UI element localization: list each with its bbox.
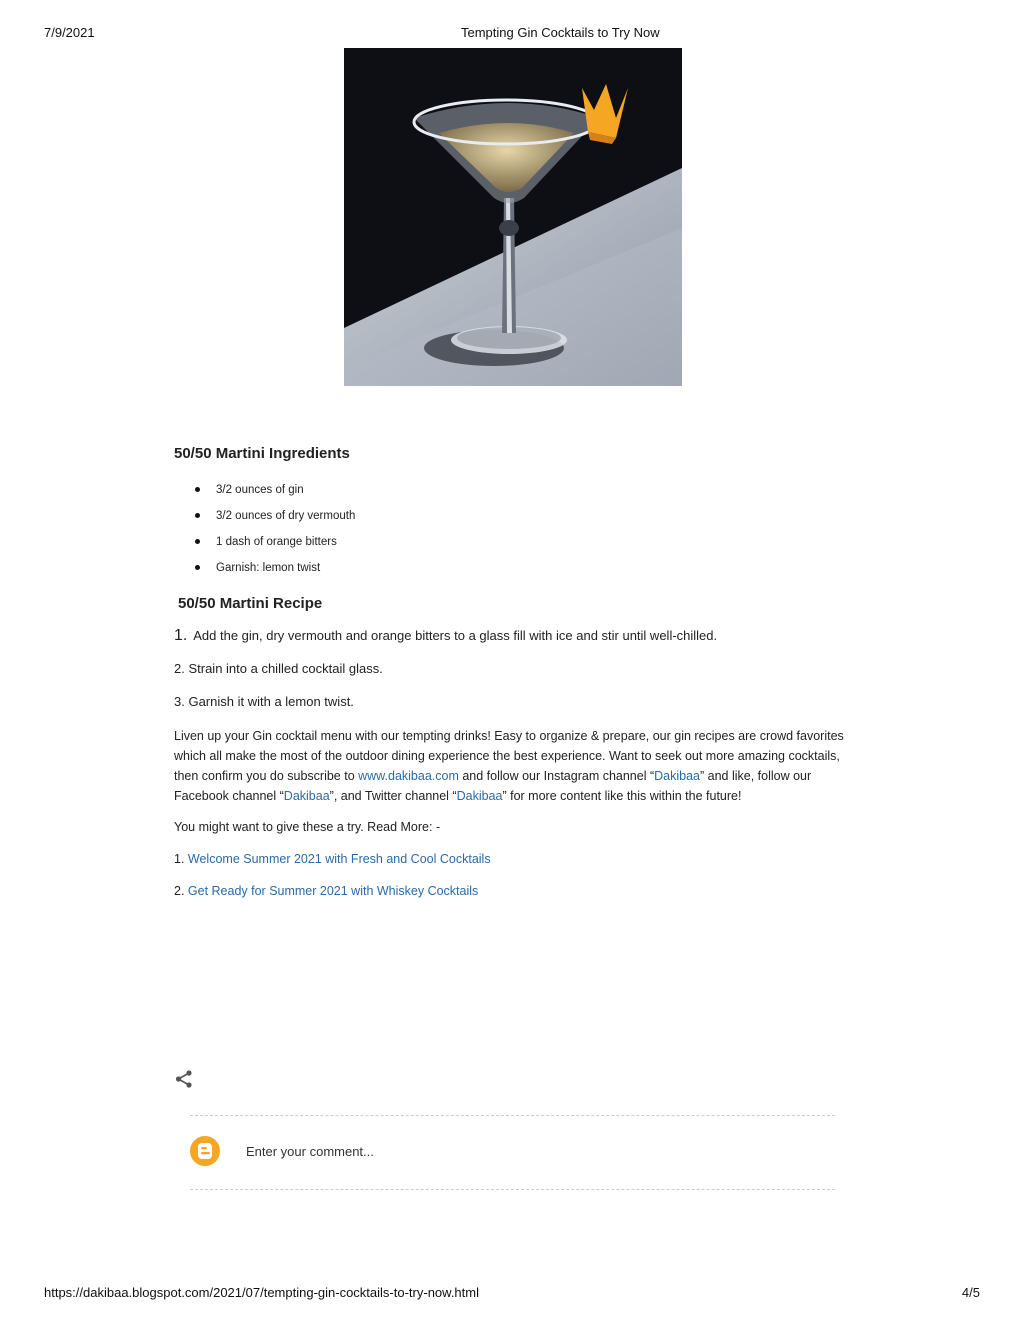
related-number: 2. bbox=[174, 884, 188, 898]
promo-text: ” for more content like this within the future! bbox=[502, 789, 742, 803]
dakibaa-site-link[interactable]: www.dakibaa.com bbox=[358, 769, 459, 783]
step-text: Garnish it with a lemon twist. bbox=[188, 694, 354, 709]
list-item bbox=[174, 534, 355, 560]
promo-text: Liven up your Gin cocktail menu with our tempting drinks! Easy to organize & prepare, our gin recipes are crowd favorites which all make the most of the outdoor dining experience the best experience. Want to seek out more amazing cocktails, then confirm you do subscribe to bbox=[174, 729, 844, 783]
print-date: 7/9/2021 bbox=[44, 25, 95, 40]
step-number: 1. bbox=[174, 627, 188, 644]
ingredient-text: 1 dash of orange bitters bbox=[216, 536, 337, 548]
comment-box[interactable] bbox=[190, 1136, 835, 1168]
comment-divider bbox=[190, 1189, 835, 1190]
comment-input[interactable]: Enter your comment... bbox=[246, 1144, 374, 1159]
bullet-icon bbox=[195, 565, 200, 570]
related-number: 1. bbox=[174, 852, 188, 866]
step-number: 2. bbox=[174, 661, 185, 676]
recipe-step bbox=[174, 693, 354, 711]
promo-text: ”, and Twitter channel “ bbox=[329, 789, 457, 803]
ingredients-heading: 50/50 Martini Ingredients bbox=[174, 445, 350, 462]
step-number: 3. bbox=[174, 694, 185, 709]
ingredient-text: 3/2 ounces of gin bbox=[216, 484, 304, 496]
print-url: https://dakibaa.blogspot.com/2021/07/tempting-gin-cocktails-to-try-now.html bbox=[44, 1285, 479, 1300]
print-page-title: Tempting Gin Cocktails to Try Now bbox=[461, 25, 660, 40]
twitter-link[interactable]: Dakibaa bbox=[456, 789, 503, 803]
promo-text: and follow our Instagram channel “ bbox=[458, 769, 655, 783]
promo-text: ” and like, follow our Facebook channel “ bbox=[174, 769, 812, 803]
blogger-icon bbox=[190, 1136, 220, 1166]
print-page-number: 4/5 bbox=[961, 1285, 980, 1300]
step-text: Strain into a chilled cocktail glass. bbox=[188, 661, 383, 676]
ingredient-text: Garnish: lemon twist bbox=[216, 562, 321, 574]
list-item bbox=[174, 508, 355, 534]
read-more-text: You might want to give these a try. Read More: - bbox=[174, 820, 441, 834]
bullet-icon bbox=[195, 513, 200, 518]
share-icon[interactable] bbox=[174, 1069, 194, 1089]
recipe-step bbox=[174, 627, 717, 645]
step-text: Add the gin, dry vermouth and orange bitters to a glass fill with ice and stir until well-chilled. bbox=[193, 628, 718, 643]
bullet-icon bbox=[195, 487, 200, 492]
comment-divider bbox=[190, 1115, 835, 1116]
instagram-link[interactable]: Dakibaa bbox=[654, 769, 700, 783]
bullet-icon bbox=[195, 539, 200, 544]
list-item bbox=[174, 482, 355, 508]
promo-paragraph bbox=[174, 726, 864, 806]
ingredient-text: 3/2 ounces of dry vermouth bbox=[216, 510, 356, 522]
ingredients-list bbox=[174, 482, 355, 586]
recipe-heading: 50/50 Martini Recipe bbox=[178, 595, 323, 612]
recipe-step bbox=[174, 660, 383, 678]
related-post bbox=[174, 852, 491, 866]
martini-photo bbox=[344, 48, 682, 386]
related-post bbox=[174, 884, 478, 898]
related-post-link[interactable]: Welcome Summer 2021 with Fresh and Cool Cocktails bbox=[187, 852, 491, 866]
facebook-link[interactable]: Dakibaa bbox=[283, 789, 330, 803]
related-post-link[interactable]: Get Ready for Summer 2021 with Whiskey Cocktails bbox=[187, 884, 479, 898]
list-item bbox=[174, 560, 355, 586]
